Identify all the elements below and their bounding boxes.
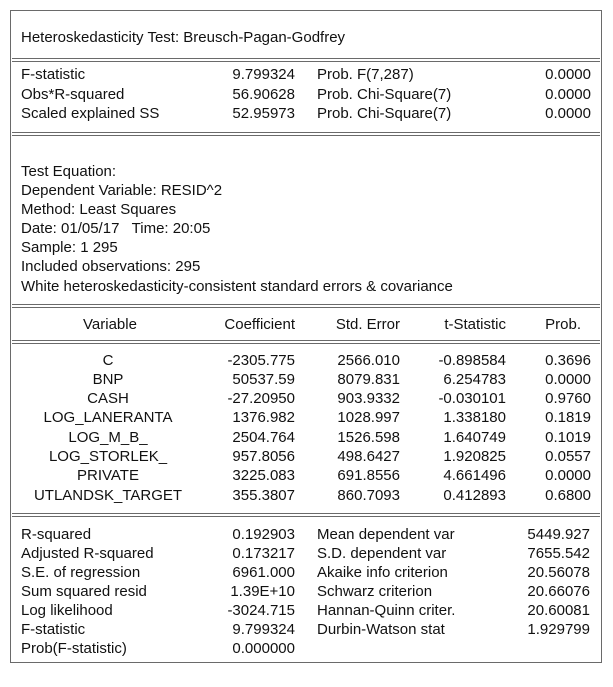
info-line: Date: 01/05/17 Time: 20:05 <box>21 220 211 237</box>
row-coefficient: 355.3807 <box>232 487 295 504</box>
stat-value: 20.60081 <box>527 602 590 619</box>
stat-value: 9.799324 <box>232 621 295 638</box>
header-prob: Prob. <box>545 316 581 333</box>
stat-value: 0.192903 <box>232 526 295 543</box>
row-std-error: 903.9332 <box>337 390 400 407</box>
stat-label: Log likelihood <box>21 602 113 619</box>
row-variable: C <box>102 352 114 369</box>
header-coefficient: Coefficient <box>224 316 295 333</box>
stat-value: 6961.000 <box>232 564 295 581</box>
stat-value: -3024.715 <box>227 602 295 619</box>
row-prob: 0.9760 <box>545 390 591 407</box>
stat-value: 1.929799 <box>527 621 590 638</box>
row-variable: BNP <box>92 371 124 388</box>
info-line: Included observations: 295 <box>21 258 201 275</box>
stat-label: Sum squared resid <box>21 583 147 600</box>
row-prob: 0.0000 <box>545 467 591 484</box>
stat-value: 7655.542 <box>527 545 590 562</box>
separator-2 <box>12 132 600 136</box>
row-t-statistic: 1.920825 <box>443 448 506 465</box>
row-variable: LOG_M_B_ <box>68 429 148 446</box>
stat-label: S.D. dependent var <box>317 545 447 562</box>
stat-value: 1.39E+10 <box>230 583 295 600</box>
stat-label: S.E. of regression <box>21 564 141 581</box>
row-t-statistic: -0.030101 <box>438 390 506 407</box>
stat-value: 20.66076 <box>527 583 590 600</box>
row-coefficient: 50537.59 <box>232 371 295 388</box>
stat-label: Akaike info criterion <box>317 564 448 581</box>
row-prob: 0.0000 <box>545 371 591 388</box>
row-variable: UTLANDSK_TARGET <box>33 487 183 504</box>
row-std-error: 1028.997 <box>337 409 400 426</box>
row-coefficient: -27.20950 <box>227 390 295 407</box>
separator-4 <box>12 340 600 344</box>
row-coefficient: 1376.982 <box>232 409 295 426</box>
header-t-statistic: t-Statistic <box>444 316 506 333</box>
row-coefficient: 3225.083 <box>232 467 295 484</box>
row-std-error: 691.8556 <box>337 467 400 484</box>
row-t-statistic: 1.640749 <box>443 429 506 446</box>
stat-label: Durbin-Watson stat <box>317 621 445 638</box>
info-line: Dependent Variable: RESID^2 <box>21 182 223 199</box>
header-variable: Variable <box>83 316 137 333</box>
row-variable: CASH <box>87 390 129 407</box>
row-t-statistic: 4.661496 <box>443 467 506 484</box>
test-title: Heteroskedasticity Test: Breusch-Pagan-Godfrey <box>21 29 346 46</box>
row-coefficient: 957.8056 <box>232 448 295 465</box>
stat-value: 5449.927 <box>527 526 590 543</box>
stat-value: 20.56078 <box>527 564 590 581</box>
row-variable: LOG_LANERANTA <box>43 409 173 426</box>
row-prob: 0.0557 <box>545 448 591 465</box>
stat-label: R-squared <box>21 526 92 543</box>
row-std-error: 1526.598 <box>337 429 400 446</box>
info-line: White heteroskedasticity-consistent standard errors & covariance <box>21 278 453 295</box>
row-variable: LOG_STORLEK_ <box>48 448 168 465</box>
row-t-statistic: 0.412893 <box>443 487 506 504</box>
row-t-statistic: -0.898584 <box>438 352 506 369</box>
test-prob: 0.0000 <box>545 86 591 103</box>
row-t-statistic: 1.338180 <box>443 409 506 426</box>
stat-label: Hannan-Quinn criter. <box>317 602 456 619</box>
stat-label: F-statistic <box>21 621 86 638</box>
row-prob: 0.3696 <box>545 352 591 369</box>
stat-value: 0.173217 <box>232 545 295 562</box>
row-std-error: 2566.010 <box>337 352 400 369</box>
test-label: Obs*R-squared <box>21 86 125 103</box>
row-coefficient: -2305.775 <box>227 352 295 369</box>
test-label: Scaled explained SS <box>21 105 160 122</box>
row-prob: 0.1819 <box>545 409 591 426</box>
test-prob-label: Prob. Chi-Square(7) <box>317 86 452 103</box>
info-line: Sample: 1 295 <box>21 239 118 256</box>
test-value: 52.95973 <box>232 105 295 122</box>
test-label: F-statistic <box>21 66 86 83</box>
row-t-statistic: 6.254783 <box>443 371 506 388</box>
info-line: Test Equation: <box>21 163 117 180</box>
test-prob-label: Prob. F(7,287) <box>317 66 414 83</box>
test-prob-label: Prob. Chi-Square(7) <box>317 105 452 122</box>
test-prob: 0.0000 <box>545 105 591 122</box>
stat-label: Adjusted R-squared <box>21 545 154 562</box>
row-variable: PRIVATE <box>77 467 139 484</box>
info-line: Method: Least Squares <box>21 201 177 218</box>
stat-label: Prob(F-statistic) <box>21 640 127 657</box>
separator-5 <box>12 513 600 517</box>
stat-value: 0.000000 <box>232 640 295 657</box>
test-value: 9.799324 <box>232 66 295 83</box>
test-value: 56.90628 <box>232 86 295 103</box>
header-std-error: Std. Error <box>335 316 400 333</box>
row-std-error: 498.6427 <box>337 448 400 465</box>
separator-3 <box>12 304 600 308</box>
row-std-error: 8079.831 <box>337 371 400 388</box>
separator-1 <box>12 58 600 62</box>
row-std-error: 860.7093 <box>337 487 400 504</box>
row-coefficient: 2504.764 <box>232 429 295 446</box>
row-prob: 0.6800 <box>545 487 591 504</box>
test-prob: 0.0000 <box>545 66 591 83</box>
row-prob: 0.1019 <box>545 429 591 446</box>
stat-label: Schwarz criterion <box>317 583 433 600</box>
stat-label: Mean dependent var <box>317 526 455 543</box>
